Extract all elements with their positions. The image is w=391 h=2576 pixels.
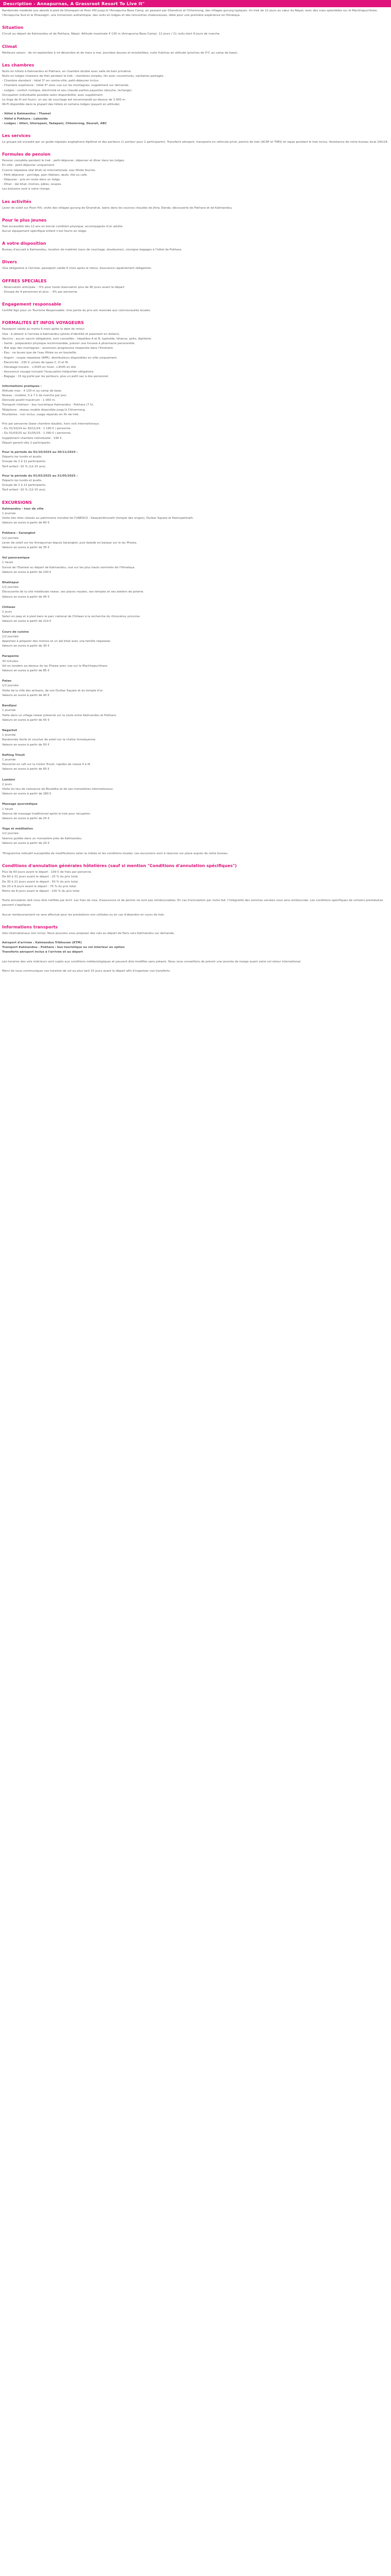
activites-text: Lever de soleil sur Poon Hill, visite des villages gurung de Ghandruk, bains dans les sources chaudes de Jhinu Danda, découverte de Pokhara et de Katmandou. [2, 206, 233, 210]
excursion-price: Valeurs en euros à partir de 20 € [2, 841, 50, 845]
period-title: Pour la période du 01/03/2025 au 31/05/2025 : [2, 474, 78, 478]
engagement-title: Engagement responsable [2, 302, 61, 307]
period-line: Départs les lundis et jeudis. [2, 479, 42, 482]
infos-transports-text: Merci de nous communiquer vos horaires de vol au plus tard 15 jours avant le départ afin d'organiser vos transferts. [2, 969, 171, 973]
excursion-title: Bhaktapur [2, 581, 19, 585]
excursion-duration: 30 minutes [2, 659, 19, 663]
excursion-title: Vol panoramique [2, 556, 30, 560]
content [0, 7, 391, 974]
infos-pratiques-line: Niveau : modéré, 5 à 7 h de marche par jour. [2, 394, 67, 397]
situation-title: Situation [2, 25, 24, 30]
infos-transports-text: Les horaires des vols intérieurs sont sujets aux conditions météorologiques et peuvent être modifiés sans préavis. Nous vous conseillons de prévoir une journée de marge avant votre vol retour international. [2, 960, 302, 963]
chambres-sub: - Lodges : Ulleri, Ghorepani, Tadapani, Chhomrong, Deurali, ABC [2, 122, 107, 125]
excursion-duration: 1 journée [2, 734, 16, 737]
conditions-line: Moins de 8 jours avant le départ : 100 % du prix total. [2, 889, 80, 893]
infos-pratiques-line: Dénivelé positif maximum : 1 000 m. [2, 399, 56, 402]
formalites-line: - Assurance voyage incluant l'évacuation héliportée obligatoire. [2, 370, 94, 374]
conditions-line: Plus de 60 jours avant le départ : 100 € de frais par personne. [2, 871, 92, 874]
excursion-item [2, 728, 389, 748]
excursion-duration: 1 journée [2, 512, 16, 515]
excursion-title: Cours de cuisine [2, 630, 29, 634]
excursion-price: Valeurs en euros à partir de 35 € [2, 546, 50, 550]
excursion-price: Valeurs en euros à partir de 50 € [2, 743, 50, 747]
services-title: Les services [2, 133, 31, 139]
excursion-text: Séance de massage traditionnel après le trek pour récupérer. [2, 812, 91, 816]
conditions-text: Toute annulation doit nous être notifiée par écrit. Les frais de visa, d'assurance et de permis ne sont pas remboursables. En cas d'annulation par notre fait, l'intégralité des sommes versées vous sera remboursée. Les conditions spécifiques de certains prestataires peuvent s'appliquer. [2, 899, 383, 907]
excursion-item [2, 556, 389, 575]
excursion-item [2, 827, 389, 846]
excursion-title: Yoga et méditation [2, 827, 33, 831]
formules-title: Formules de pension [2, 152, 51, 157]
excursion-text: Randonnée facile et coucher de soleil sur la chaîne himalayenne. [2, 738, 96, 742]
excursion-title: Rafting Trisuli [2, 753, 25, 757]
formules-line: Les boissons sont à votre charge. [2, 188, 51, 191]
excursion-price: Valeurs en euros à partir de 210 € [2, 620, 52, 623]
formalites-line: - Électricité : 230 V, prises de types C, D et M. [2, 361, 69, 364]
formules-line: - Déjeuner : pris en route dans un lodge. [2, 178, 61, 182]
price-line: Prix par personne (base chambre double), hors vols internationaux. [2, 422, 100, 426]
excursion-price: Valeurs en euros à partir de 60 € [2, 521, 50, 525]
infos-transports-title: Informations transports [2, 924, 58, 929]
excursion-price: Valeurs en euros à partir de 180 € [2, 792, 52, 796]
period-line: Départs les lundis et jeudis. [2, 455, 42, 459]
excursion-item [2, 778, 389, 797]
excursion-duration: 1/2 journée [2, 536, 19, 540]
excursion-title: Massage ayurvédique [2, 803, 38, 806]
excursion-text: Vol en tandem au-dessus du lac Phewa avec vue sur le Machhapuchhare. [2, 664, 108, 668]
excursion-text: Halte dans un village newar préservé sur la route entre Katmandou et Pokhara. [2, 714, 117, 717]
chambres-line: Nuits en hôtels à Katmandou et Pokhara, en chambre double avec salle de bain privative. [2, 70, 132, 73]
formules-line: - Dîner : dal bhat, momos, pâtes, soupes. [2, 183, 62, 187]
services-text: Le groupe est encadré par un guide népalais anglophone diplômé et des porteurs (1 porteur pour 2 participants). Transferts aéroport, transports en véhicule privé, permis de trek (ACAP et TIMS) et repas pendant le trek inclus. Assistance de notre bureau local 24h/24. [2, 141, 388, 144]
conditions-line: De 30 à 21 jours avant le départ : 50 % du prix total. [2, 880, 79, 884]
chambres-line: - Lodges : confort rustique, électricité et eau chaude parfois payantes (douche, recharge). [2, 89, 133, 92]
excursion-item [2, 704, 389, 723]
price-line: - Du 01/10/24 au 30/11/24 : 1 190 € / personne. [2, 427, 72, 431]
excursion-duration: 2 jours [2, 611, 12, 614]
excursions-title: EXCURSIONS [2, 500, 32, 505]
excursion-text: Safari en jeep et à pied dans le parc national de Chitwan à la recherche du rhinocéros unicorne. [2, 615, 141, 619]
formalites-line: Visa : à obtenir à l'arrivée à Katmandou (photo d'identité et paiement en dollars). [2, 332, 120, 336]
excursion-duration: 1/2 journée [2, 635, 19, 638]
formalites-line: - Argent : roupie népalaise (NPR), distributeurs disponibles en ville uniquement. [2, 356, 118, 360]
chambres-sub: - Hôtel à Pokhara : Lakeside [2, 117, 48, 121]
excursion-list [2, 507, 389, 846]
excursion-title: Pokhara - Sarangkot [2, 532, 36, 535]
formalites-line: - Bagage : 15 kg porté par les porteurs, plus un petit sac à dos personnel. [2, 375, 109, 379]
excursion-title: Nagarkot [2, 728, 18, 732]
excursion-item [2, 605, 389, 624]
excursion-text: Séance guidée dans un monastère près de Katmandou. [2, 837, 83, 840]
conditions-text: Aucun remboursement ne sera effectué pour les prestations non utilisées ou en cas d'abandon en cours de trek. [2, 913, 165, 917]
excursion-duration: 1 heure [2, 561, 13, 565]
excursion-text: Apprenez à préparer des momos et un dal bhat avec une famille népalaise. [2, 640, 111, 643]
excursion-item [2, 581, 389, 600]
excursion-item [2, 679, 389, 698]
excursion-text: Visite du lieu de naissance de Bouddha et de ses monastères internationaux. [2, 787, 114, 791]
excursion-price: Valeurs en euros à partir de 65 € [2, 768, 50, 771]
excursion-text: Visite des sites classés au patrimoine mondial de l'UNESCO : Swayambhunath (temple des singes), Durbar Square et Pashupatinath. [2, 517, 194, 520]
offres-line: - Groupe de 4 personnes et plus : -3% par personne. [2, 290, 78, 294]
excursion-duration: 1/2 journée [2, 832, 19, 836]
climat-text: Meilleure saison : de mi-septembre à mi-décembre et de mars à mai. Journées douces et ensoleillées, nuits fraîches en altitude (proches de 0°C au camp de base). [2, 51, 238, 55]
excursion-title: Chitwan [2, 605, 15, 609]
excursion-price: Valeurs en euros à partir de 40 € [2, 693, 50, 697]
formules-line: En ville : petit-déjeuner uniquement. [2, 164, 55, 167]
period-line: Groupe de 2 à 12 participants. [2, 484, 46, 487]
excursion-title: Bandipur [2, 704, 17, 708]
excursion-text: Lever de soleil sur les Annapurnas depuis Sarangkot, puis balade en barque sur le lac Phewa. [2, 541, 137, 545]
period-line: Tarif enfant -10 % (12-15 ans). [2, 488, 46, 492]
excursion-duration: 1 journée [2, 758, 16, 761]
price-line: - Du 01/03/25 au 31/05/25 : 1 090 € / personne. [2, 432, 72, 435]
infos-pratiques-line: Altitude max : 4 130 m au camp de base. [2, 389, 62, 393]
excursion-note: *Programme indicatif susceptible de modifications selon la météo et les conditions locales. Les excursions sont à réserver sur place auprès de notre bureau. [2, 852, 229, 855]
jeunes-line: Aucun équipement spécifique enfant n'est fourni en lodge. [2, 230, 87, 233]
jeunes-line: Trek accessible dès 12 ans en bonne condition physique, accompagnés d'un adulte. [2, 225, 123, 228]
formalites-line: Vaccins : aucun vaccin obligatoire, sont conseillés : hépatites A et B, typhoïde, tétanos, polio, diphtérie. [2, 337, 152, 341]
offres-line: - Réservation anticipée : -5% pour toute réservation plus de 90 jours avant le départ. [2, 285, 125, 289]
excursion-item [2, 802, 389, 821]
infos-pratiques-line: Téléphone : réseau mobile disponible jusqu'à Chhomrong. [2, 408, 86, 412]
excursion-text: Découverte de la cité médiévale newar, ses places royales, ses temples et ses ateliers de poterie. [2, 590, 144, 594]
jeunes-title: Pour le plus jeunes [2, 217, 47, 223]
excursion-item [2, 531, 389, 550]
engagement-text: Certifié Agir pour un Tourisme Responsable. Une partie du prix est reversée aux communautés locales. [2, 309, 151, 313]
excursion-text: Visite de la ville des artisans, de son Durbar Square et du temple d'or. [2, 689, 104, 692]
infos-transports-line: Transport Katmandou - Pokhara : bus touristique ou vol intérieur en option [2, 946, 125, 950]
description-banner: Description - Annapurnas, A Grassroot Resort To Live It" [0, 0, 391, 7]
infos-transports-line: Aéroport d'arrivée : Katmandou Tribhuvan (KTM) [2, 941, 82, 944]
formalites-line: - Eau : ne buvez que de l'eau filtrée ou en bouteille. [2, 351, 77, 355]
excursion-price: Valeurs en euros à partir de 30 € [2, 645, 50, 648]
price-line: Départ garanti dès 2 participants. [2, 441, 51, 445]
period-line: Groupe de 2 à 12 participants. [2, 460, 46, 464]
excursion-item [2, 753, 389, 772]
infos-pratiques-heading: Informations pratiques : [2, 384, 42, 388]
formules-line: Pension complète pendant le trek : petit-déjeuner, déjeuner et dîner dans les lodges. [2, 159, 125, 163]
divers-title: Divers [2, 260, 17, 265]
price-line: Supplément chambre individuelle : 190 €. [2, 436, 63, 440]
excursion-price: Valeurs en euros à partir de 45 € [2, 595, 50, 599]
excursion-price: Valeurs en euros à partir de 85 € [2, 669, 50, 673]
formalites-line: Passeport valide au moins 6 mois après la date de retour. [2, 328, 86, 331]
period-line: Tarif enfant -10 % (12-15 ans). [2, 465, 46, 468]
formules-line: - Petit-déjeuner : porridge, pain tibétain, œufs, thé ou café. [2, 173, 88, 177]
excursion-duration: 1 journée [2, 709, 16, 713]
formalites-title: FORMALITES ET INFOS VOYAGEURS [2, 320, 84, 326]
period-title: Pour la période du 01/10/2024 au 30/11/2024 : [2, 450, 78, 454]
infos-transports-line: Transferts aéroport inclus à l'arrivée et au départ [2, 951, 83, 954]
excursion-text: Descente en raft sur la rivière Trisuli, rapides de classe II à III. [2, 763, 91, 767]
conditions-line: De 60 à 31 jours avant le départ : 25 % du prix total. [2, 875, 79, 879]
chambres-line: - Chambre supérieure : hôtel 4* avec vue sur les montagnes, supplément sur demande. [2, 84, 129, 88]
climat-title: Climat [2, 44, 17, 49]
infos-transports-text: Vols internationaux non inclus. Nous pouvons vous proposer des vols au départ de Paris vers Katmandou sur demande. [2, 931, 175, 935]
chambres-line: Occupation individuelle possible selon disponibilité, avec supplément. [2, 93, 104, 97]
disposition-text: Bureau d'accueil à Katmandou, location de matériel (sacs de couchage, doudounes), consigne bagages à l'hôtel de Pokhara. [2, 248, 183, 252]
activites-title: Les activités [2, 199, 31, 204]
chambres-line: Le linge de lit est fourni, un sac de couchage est recommandé au-dessus de 3 000 m. [2, 98, 126, 102]
chambres-title: Les chambres [2, 62, 35, 67]
formules-line: Cuisine népalaise (dal bhat) et internationale, eau filtrée fournie. [2, 168, 96, 172]
formalites-line: - Décalage horaire : +3h45 en hiver, +4h45 en été. [2, 365, 77, 369]
excursion-item [2, 630, 389, 649]
formalites-line: - Mal aigu des montagnes : ascension progressive respectée dans l'itinéraire. [2, 347, 114, 350]
divers-text: Visa obligatoire à l'arrivée, passeport valide 6 mois après le retour. Assurance rapatriement obligatoire. [2, 267, 152, 270]
chambres-line: Wi-Fi disponible dans la plupart des hôtels et certains lodges (payant en altitude). [2, 103, 121, 107]
excursion-duration: 1/2 journée [2, 586, 19, 589]
excursion-price: Valeurs en euros à partir de 25 € [2, 817, 50, 820]
chambres-sub: - Hôtel à Katmandou : Thamel [2, 112, 51, 116]
excursion-duration: 1 heure [2, 807, 13, 811]
excursion-title: Katmandou - tour de ville [2, 507, 44, 511]
excursion-text: Survol de l'Everest au départ de Katmandou, vue sur les plus hauts sommets de l'Himalaya. [2, 566, 136, 569]
excursion-duration: 2 jours [2, 783, 12, 786]
conditions-title: Conditions d'annulation générales hôtelières (sauf si mention "Conditions d'annulation spécifiques") [2, 863, 237, 869]
conditions-line: De 20 à 8 jours avant le départ : 75 % du prix total. [2, 885, 77, 888]
excursion-price: Valeurs en euros à partir de 55 € [2, 718, 50, 722]
disposition-title: A votre disposition [2, 241, 46, 246]
offres-title: OFFRES SPECIALES [2, 278, 47, 283]
excursion-item [2, 507, 389, 526]
situation-text: Circuit au départ de Katmandou et de Pokhara, Népal. Altitude maximale 4 130 m (Annapurna Base Camp). 12 jours / 11 nuits dont 9 jours de marche. [2, 32, 221, 36]
excursion-title: Lumbini [2, 778, 15, 782]
excursion-item [2, 654, 389, 673]
intro-text: Randonnée modérée aux abords à pied de Ghorepani et Poon Hill jusqu'à l'Annapurna Base Camp, en passant par Ghandruk et Chhomrong, des villages gurung typiques. Un trek de 12 jours au cœur du Népal, avec des vues splendides sur le Machhapuchhare, l'Annapurna Sud et le Dhaulagiri, une immersion authentique, des nuits en lodges et des rencontres chaleureuses, idéal pour une première expérience en Himalaya. [2, 9, 378, 18]
chambres-line: - Chambre standard : hôtel 3* en centre-ville, petit-déjeuner inclus. [2, 79, 100, 83]
excursion-title: Parapente [2, 655, 19, 658]
excursion-duration: 1/2 journée [2, 684, 19, 688]
infos-pratiques-line: Transport intérieur : bus touristique Katmandou - Pokhara (7 h). [2, 403, 94, 407]
infos-pratiques-line: Pourboires : non inclus, usage répandu en fin de trek. [2, 413, 79, 416]
excursion-price: Valeurs en euros à partir de 230 € [2, 570, 52, 574]
excursion-title: Patan [2, 680, 12, 683]
formalites-line: - Santé : préparation physique recommandée, prévoir une trousse à pharmacie personnelle. [2, 342, 136, 345]
chambres-line: Nuits en lodges (maisons de thé) pendant le trek : chambres simples, lits avec couvertures, sanitaires partagés. [2, 75, 165, 78]
